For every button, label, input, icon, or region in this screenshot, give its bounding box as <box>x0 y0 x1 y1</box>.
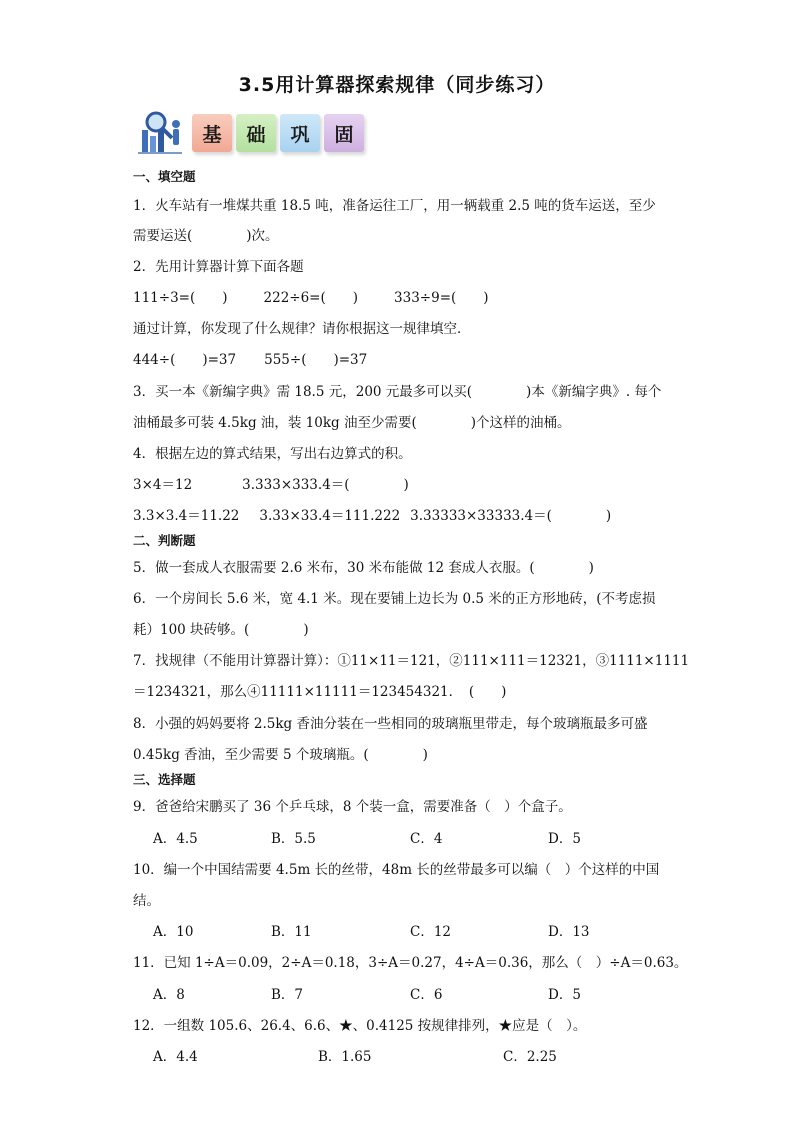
question-2-line-3: 通过计算，你发现了什么规律？请你根据这一规律填空． <box>133 321 471 337</box>
magnifier-chart-icon <box>132 108 188 158</box>
question-2-line-1: 2．先用计算器计算下面各题 <box>133 259 304 275</box>
question-4-expr-d: 3.33×33.4＝111.222 <box>259 508 401 524</box>
option-c[interactable]: C．2.25 <box>503 1049 557 1065</box>
section-heading-judge: 二、判断题 <box>133 533 196 548</box>
question-6-line-2: 耗）100 块砖够。( ) <box>133 622 309 638</box>
question-8-line-2: 0.45kg 香油，至少需要 5 个玻璃瓶。( ) <box>133 747 428 763</box>
option-d[interactable]: D．13 <box>548 924 590 940</box>
question-12: 12．一组数 105.6、26.4、6.6、★、0.4125 按规律排列，★应是（ ）。 <box>133 1018 587 1034</box>
question-3-line-1: 3．买一本《新编字典》需 18.5 元，200 元最多可以买( )本《新编字典》. 每个 <box>133 384 662 400</box>
question-4-row-2 <box>133 504 611 524</box>
option-b[interactable]: B．11 <box>271 924 312 940</box>
question-9: 9．爸爸给宋鹏买了 36 个乒乓球，8 个装一盒，需要准备（ ）个盒子。 <box>133 799 572 815</box>
question-5: 5．做一套成人衣服需要 2.6 米布，30 米布能做 12 套成人衣服。( ) <box>133 560 594 576</box>
section-banner <box>132 108 392 158</box>
option-b[interactable]: B．7 <box>271 987 304 1003</box>
option-c[interactable]: C．12 <box>410 924 452 940</box>
question-11-options <box>133 983 663 1001</box>
question-2-expr-b: 222÷6=( ) <box>263 290 359 306</box>
option-a[interactable]: A．10 <box>153 924 194 940</box>
option-a[interactable]: A．8 <box>153 987 185 1003</box>
banner-tile: 基 <box>192 114 232 152</box>
question-4-expr-a: 3×4＝12 <box>133 477 193 493</box>
option-d[interactable]: D．5 <box>548 987 581 1003</box>
option-b[interactable]: B．1.65 <box>318 1049 372 1065</box>
section-heading-fill: 一、填空题 <box>133 169 196 184</box>
option-d[interactable]: D．5 <box>548 831 581 847</box>
question-8-line-1: 8．小强的妈妈要将 2.5kg 香油分装在一些相同的玻璃瓶里带走，每个玻璃瓶最多可盛 <box>133 716 648 732</box>
question-1-line-1: 1．火车站有一堆煤共重 18.5 吨，准备运往工厂，用一辆载重 2.5 吨的货车运送，至少 <box>133 198 656 214</box>
question-2-fill-in <box>133 348 367 368</box>
question-7-line-1: 7．找规律（不能用计算器计算）：①11×11＝121，②111×111＝12321，③1111×1111 <box>133 653 690 669</box>
question-4-expr-c: 3.3×3.4＝11.22 <box>133 508 240 524</box>
question-2-expr-e: 555÷( )=37 <box>264 352 368 368</box>
question-2-expr-a: 111÷3=( ) <box>133 290 228 306</box>
question-2-expressions <box>133 286 489 306</box>
question-4-expr-b: 3.333×333.4＝( ) <box>242 477 409 493</box>
question-9-options <box>133 827 663 845</box>
section-heading-choice: 三、选择题 <box>133 772 196 787</box>
question-2-expr-c: 333÷9=( ) <box>394 290 489 306</box>
question-10-line-2: 结。 <box>133 893 160 909</box>
option-a[interactable]: A．4.4 <box>153 1049 198 1065</box>
question-2-expr-d: 444÷( )=37 <box>133 352 237 368</box>
question-12-options <box>133 1045 663 1063</box>
question-1-line-2: 需要运送( )次。 <box>133 228 279 244</box>
question-11: 11．已知 1÷A＝0.09，2÷A＝0.18，3÷A＝0.27，4÷A＝0.36，那么（ ）÷A＝0.63。 <box>133 955 688 971</box>
banner-tile: 固 <box>324 114 364 152</box>
question-10-options <box>133 920 663 938</box>
question-6-line-1: 6．一个房间长 5.6 米，宽 4.1 米。现在要铺上边长为 0.5 米的正方形地砖，(不考虑损 <box>133 591 656 607</box>
option-b[interactable]: B．5.5 <box>271 831 316 847</box>
question-4-row-1 <box>133 473 409 493</box>
page-title: 3.5用计算器探索规律（同步练习） <box>238 74 556 96</box>
question-3-line-2: 油桶最多可装 4.5kg 油，装 10kg 油至少需要( )个这样的油桶。 <box>133 415 571 431</box>
banner-tile: 巩 <box>280 114 320 152</box>
option-c[interactable]: C．6 <box>410 987 443 1003</box>
question-7-line-2: ＝1234321，那么④11111×11111＝123454321． ( ) <box>133 684 507 700</box>
option-c[interactable]: C．4 <box>410 831 443 847</box>
banner-tile: 础 <box>236 114 276 152</box>
question-4-expr-e: 3.33333×33333.4＝( ) <box>410 508 612 524</box>
question-4-line-1: 4．根据左边的算式结果，写出右边算式的积。 <box>133 446 412 462</box>
option-a[interactable]: A．4.5 <box>153 831 198 847</box>
question-10-line-1: 10．编一个中国结需要 4.5m 长的丝带，48m 长的丝带最多可以编（ ）个这样的中国 <box>133 862 660 878</box>
